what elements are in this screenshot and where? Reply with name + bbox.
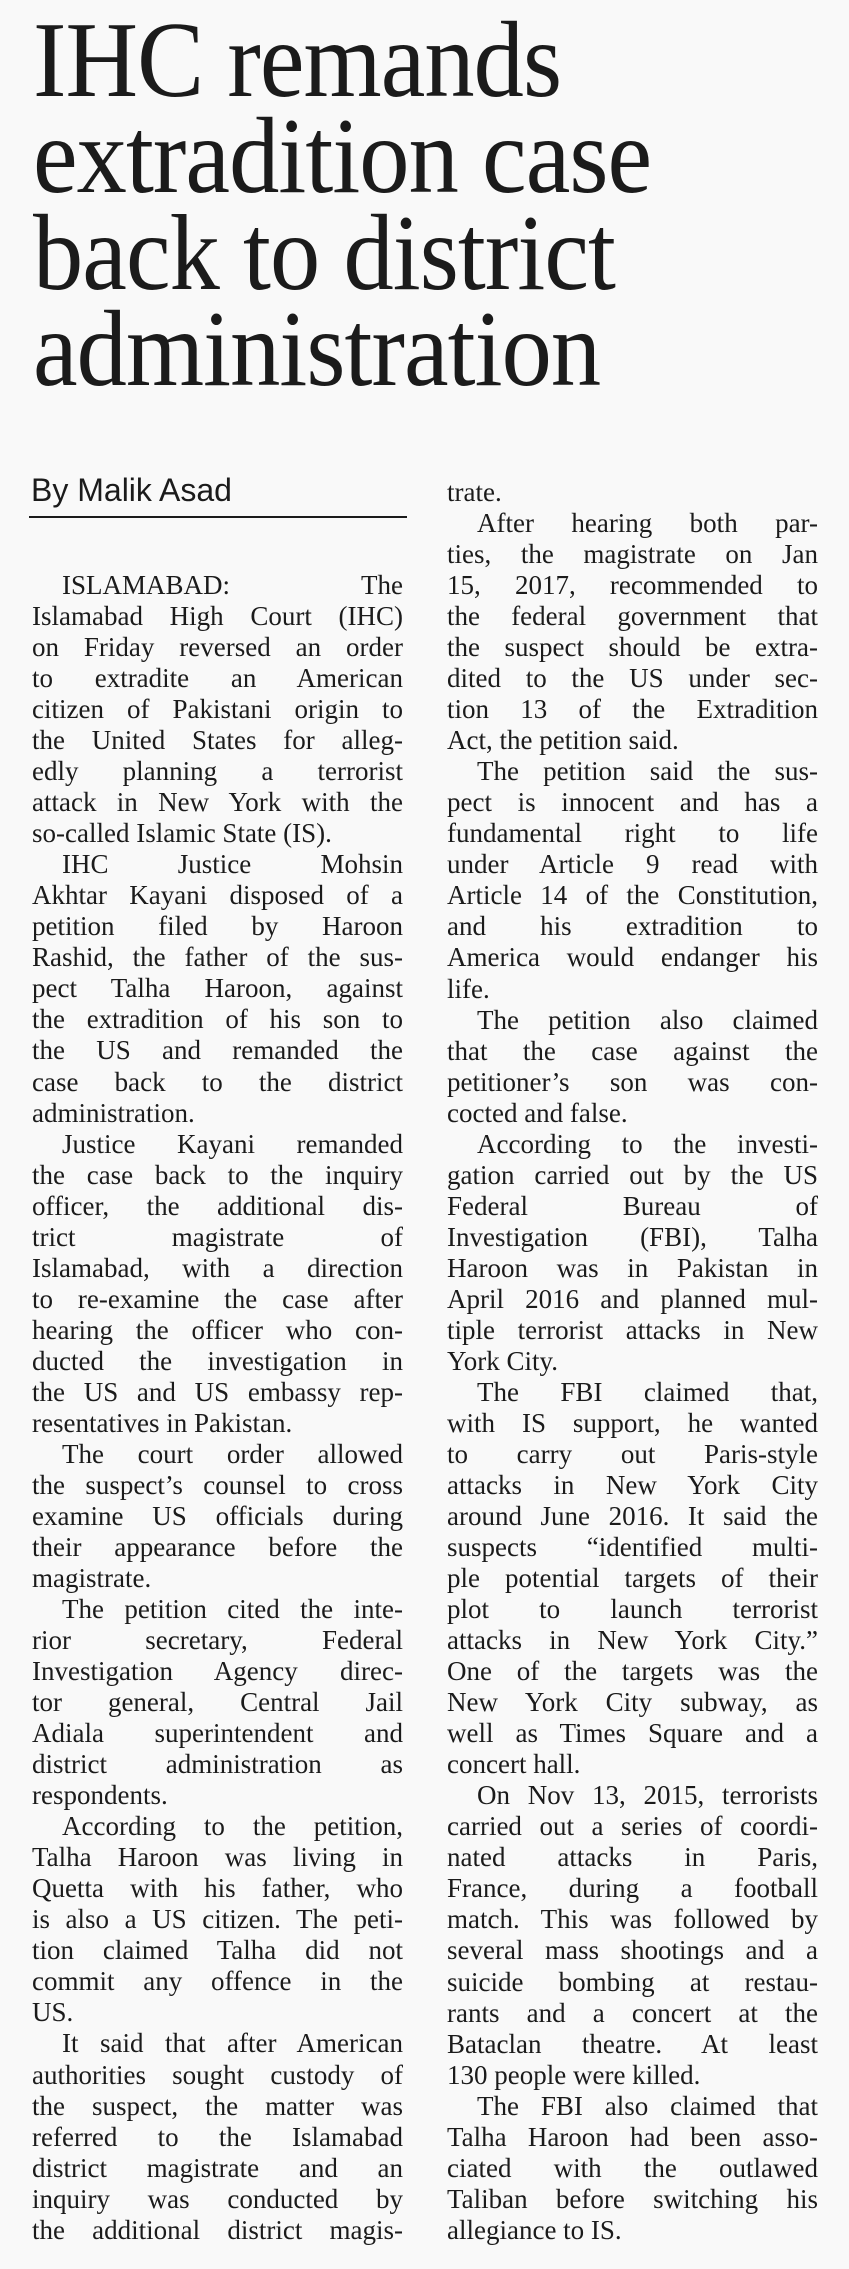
body-text-line: fundamental right to life — [447, 818, 818, 849]
body-text-line: so-called Islamic State (IS). — [32, 818, 332, 849]
body-text-line: trate. — [447, 477, 502, 507]
body-text-line: authorities sought custody of — [32, 2059, 403, 2090]
body-text-line: respondents. — [32, 1780, 168, 1811]
body-text-line: officer, the additional dis- — [32, 1190, 403, 1221]
body-text-line: that the case against the — [447, 1035, 818, 1066]
headline-line: extradition case — [33, 97, 652, 216]
body-text-line: The petition also claimed — [477, 1004, 818, 1035]
body-text-line: Adiala superintendent and — [32, 1718, 403, 1749]
body-text-line: The FBI also claimed that — [477, 2090, 818, 2121]
body-text-line: the US and US embassy rep- — [32, 1376, 403, 1407]
body-text-line: to extradite an American — [32, 663, 403, 694]
body-text-line: tor general, Central Jail — [32, 1687, 403, 1718]
article-column-2 — [447, 477, 818, 2246]
body-text-line: plot to launch terrorist — [447, 1594, 818, 1625]
body-text-line: match. This was followed by — [447, 1904, 818, 1935]
body-text-line: IHC Justice Mohsin — [62, 849, 403, 880]
body-text-line: the suspect should be extra- — [447, 632, 818, 663]
body-text-line: Taliban before switching his — [447, 2183, 818, 2214]
body-text-line: April 2016 and planned mul- — [447, 1283, 818, 1314]
body-text-line: 130 people were killed. — [447, 2059, 701, 2090]
body-text-line: tion 13 of the Extradition — [447, 694, 818, 725]
body-text-line: resentatives in Pakistan. — [32, 1407, 293, 1438]
body-text-line: tion claimed Talha did not — [32, 1935, 403, 1966]
body-text-line: on Friday reversed an order — [32, 632, 403, 663]
body-text-line: Investigation Agency direc- — [32, 1656, 403, 1687]
body-text-line: Akhtar Kayani disposed of a — [32, 880, 403, 911]
body-text-line: gation carried out by the US — [447, 1159, 818, 1190]
body-text-line: several mass shootings and a — [447, 1935, 818, 1966]
body-text-line: under Article 9 read with — [447, 849, 818, 880]
body-text-line: suicide bombing at restau- — [447, 1966, 818, 1997]
body-text-line: administration. — [32, 1097, 195, 1128]
body-text-line: Haroon was in Pakistan in — [447, 1252, 818, 1283]
body-text-line: the federal government that — [447, 601, 818, 632]
body-text-line: According to the petition, — [62, 1811, 403, 1842]
body-text-line: case back to the district — [32, 1066, 403, 1097]
body-text-line: the suspect, the matter was — [32, 2090, 403, 2121]
body-text-line: their appearance before the — [32, 1531, 403, 1562]
body-text-line: The petition said the sus- — [477, 756, 818, 787]
body-text-line: around June 2016. It said the — [447, 1501, 818, 1532]
headline-line: IHC remands — [33, 1, 562, 120]
body-text-line: district administration as — [32, 1749, 403, 1780]
body-text-line: Quetta with his father, who — [32, 1873, 403, 1904]
body-text-line: Talha Haroon had been asso- — [447, 2121, 818, 2152]
body-text-line: the case back to the inquiry — [32, 1159, 403, 1190]
body-text-line: the US and remanded the — [32, 1035, 403, 1066]
body-text-line: On Nov 13, 2015, terrorists — [477, 1780, 818, 1811]
body-text-line: According to the investi- — [477, 1128, 818, 1159]
body-text-line: is also a US citizen. The peti- — [32, 1904, 403, 1935]
body-text-line: to re-examine the case after — [32, 1283, 403, 1314]
body-text-line: rior secretary, Federal — [32, 1625, 403, 1656]
body-text-line: The petition cited the inte- — [62, 1594, 403, 1625]
body-text-line: dited to the US under sec- — [447, 663, 818, 694]
body-text-line: tiple terrorist attacks in New — [447, 1314, 818, 1345]
body-text-line: and his extradition to — [447, 911, 818, 942]
body-text-line: well as Times Square and a — [447, 1718, 818, 1749]
body-text-line: edly planning a terrorist — [32, 756, 403, 787]
body-text-line: citizen of Pakistani origin to — [32, 694, 403, 725]
body-text-line: ducted the investigation in — [32, 1345, 403, 1376]
body-text-line: America would endanger his — [447, 942, 818, 973]
body-text-line: New York City subway, as — [447, 1687, 818, 1718]
body-text-line: rants and a concert at the — [447, 1997, 818, 2028]
body-text-line: It said that after American — [62, 2028, 403, 2059]
body-text-line: pect is innocent and has a — [447, 787, 818, 818]
body-text-line: After hearing both par- — [477, 508, 818, 539]
body-text-line: to carry out Paris-style — [447, 1438, 818, 1469]
body-text-line: suspects “identified multi- — [447, 1532, 818, 1563]
body-text-line: pect Talha Haroon, against — [32, 973, 403, 1004]
body-text-line: Bataclan theatre. At least — [447, 2028, 818, 2059]
body-text-line: Article 14 of the Constitution, — [447, 880, 818, 911]
body-text-line: Islamabad, with a direction — [32, 1252, 403, 1283]
headline-line: administration — [33, 290, 601, 409]
body-text-line: cocted and false. — [447, 1097, 628, 1128]
body-text-line: referred to the Islamabad — [32, 2121, 403, 2152]
body-text-line: attacks in New York City — [447, 1470, 818, 1500]
body-text-line: the extradition of his son to — [32, 1004, 403, 1035]
body-text-line: 15, 2017, recommended to — [447, 570, 818, 601]
body-text-line: Investigation (FBI), Talha — [447, 1221, 818, 1252]
body-text-line: Justice Kayani remanded — [62, 1128, 403, 1159]
headline-line: back to district — [33, 194, 616, 313]
byline-divider — [29, 516, 407, 518]
body-text-line: examine US officials during — [32, 1500, 403, 1531]
body-text-line: concert hall. — [447, 1749, 581, 1780]
body-text-line: attacks in New York City.” — [447, 1625, 818, 1656]
body-text-line: Islamabad High Court (IHC) — [32, 601, 403, 632]
body-text-line: ISLAMABAD: The — [62, 570, 403, 600]
body-text-line: petition filed by Haroon — [32, 911, 403, 942]
article-column-1 — [32, 570, 403, 2246]
body-text-line: One of the targets was the — [447, 1656, 818, 1687]
body-text-line: The court order allowed — [62, 1438, 403, 1469]
body-text-line: ties, the magistrate on Jan — [447, 539, 818, 570]
body-text-line: with IS support, he wanted — [447, 1407, 818, 1438]
body-text-line: life. — [447, 973, 490, 1004]
body-text-line: attack in New York with the — [32, 787, 403, 818]
body-text-line: ciated with the outlawed — [447, 2152, 818, 2183]
body-text-line: inquiry was conducted by — [32, 2183, 403, 2214]
body-text-line: York City. — [447, 1345, 559, 1376]
byline: By Malik Asad — [31, 472, 232, 508]
body-text-line: carried out a series of coordi- — [447, 1811, 818, 1842]
body-text-line: magistrate. — [32, 1563, 152, 1593]
body-text-line: commit any offence in the — [32, 1966, 403, 1997]
body-text-line: the additional district magis- — [32, 2214, 403, 2245]
body-text-line: ple potential targets of their — [447, 1563, 818, 1594]
body-text-line: allegiance to IS. — [447, 2214, 622, 2245]
body-text-line: trict magistrate of — [32, 1221, 403, 1252]
body-text-line: petitioner’s son was con- — [447, 1066, 818, 1097]
body-text-line: Federal Bureau of — [447, 1190, 818, 1221]
body-text-line: the suspect’s counsel to cross — [32, 1469, 403, 1500]
body-text-line: nated attacks in Paris, — [447, 1842, 818, 1873]
body-text-line: hearing the officer who con- — [32, 1314, 403, 1345]
body-text-line: Rashid, the father of the sus- — [32, 942, 403, 973]
body-text-line: France, during a football — [447, 1873, 818, 1904]
body-text-line: US. — [32, 1997, 74, 2028]
body-text-line: The FBI claimed that, — [477, 1376, 818, 1407]
body-text-line: district magistrate and an — [32, 2152, 403, 2183]
body-text-line: Act, the petition said. — [447, 725, 679, 756]
body-text-line: the United States for alleg- — [32, 725, 403, 756]
body-text-line: Talha Haroon was living in — [32, 1842, 403, 1873]
